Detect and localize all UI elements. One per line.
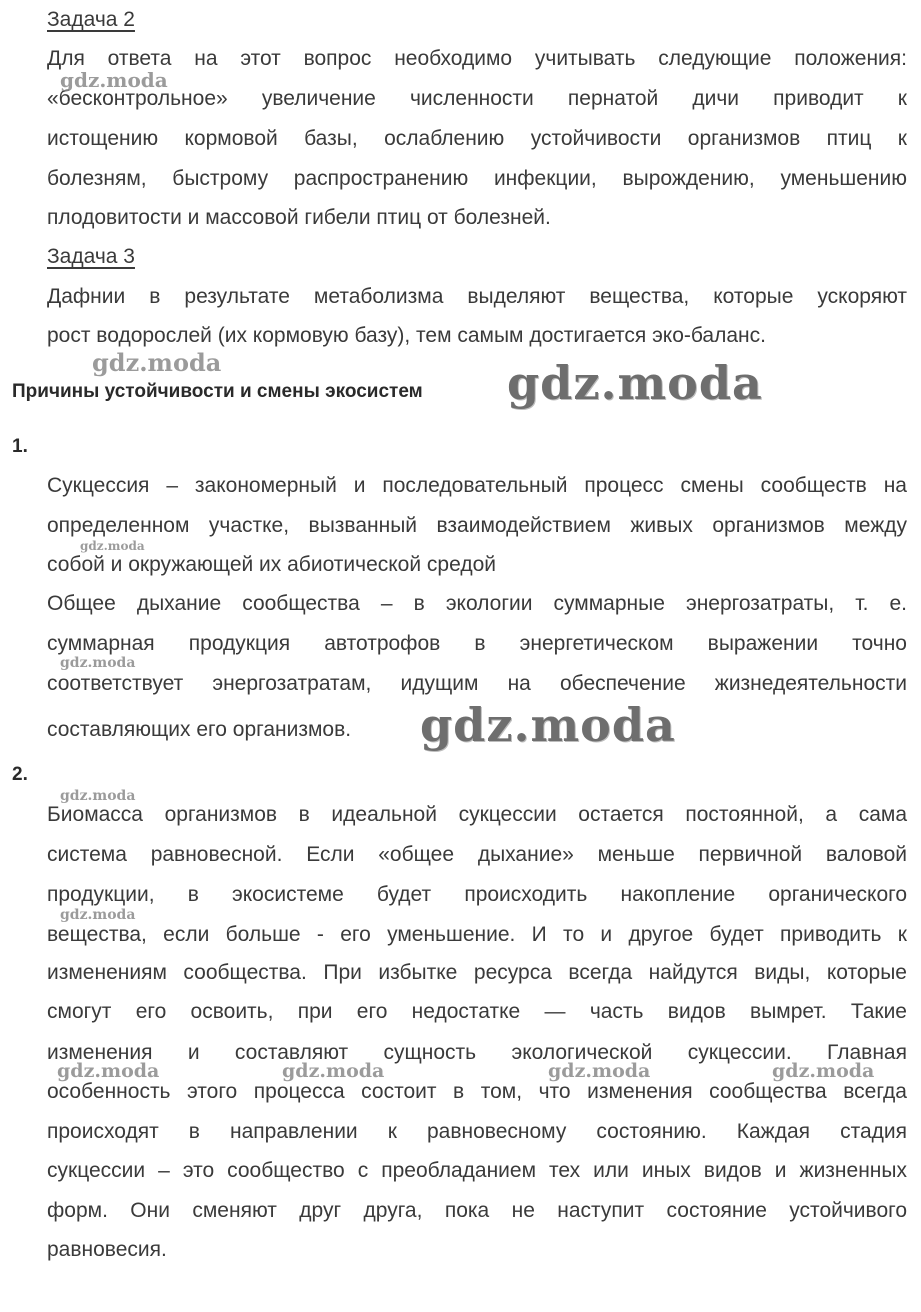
watermark-large: gdz.moda [507, 356, 763, 410]
item1-line: Общее дыхание сообщества – в экологии суммарные энергозатраты, т. е. [47, 592, 907, 615]
watermark: gdz.moda [548, 1060, 651, 1082]
item2-line: система равновесной. Если «общее дыхание» меньше первичной валовой [47, 843, 907, 866]
section-title: Причины устойчивости и смены экосистем [12, 381, 423, 402]
task2-line: Для ответа на этот вопрос необходимо учитывать следующие положения: [47, 47, 907, 70]
task2-line: болезням, быстрому распространению инфекции, вырождению, уменьшению [47, 167, 907, 190]
task3-line: Дафнии в результате метаболизма выделяют вещества, которые ускоряют [47, 285, 907, 308]
item2-line: равновесия. [47, 1238, 167, 1261]
task2-line: истощению кормовой базы, ослаблению устойчивости организмов птиц к [47, 127, 907, 150]
item2-line: изменениям сообщества. При избытке ресурса всегда найдутся виды, которые [47, 961, 907, 984]
watermark: gdz.moda [60, 788, 136, 804]
watermark-large: gdz.moda [420, 698, 676, 752]
watermark: gdz.moda [282, 1060, 385, 1082]
item-number: 2. [12, 764, 28, 785]
task3-line: рост водорослей (их кормовую базу), тем самым достигается эко-баланс. [47, 324, 766, 347]
item2-line: форм. Они сменяют друг друга, пока не наступит состояние устойчивого [47, 1199, 907, 1222]
watermark: gdz.moda [60, 907, 136, 923]
item1-line: определенном участке, вызванный взаимодействием живых организмов между [47, 514, 907, 537]
item2-line: сукцессии – это сообщество с преобладанием тех или иных видов и жизненных [47, 1159, 907, 1182]
item1-line: Сукцессия – закономерный и последовательный процесс смены сообществ на [47, 474, 907, 497]
item2-line: смогут его освоить, при его недостатке — часть видов вымрет. Такие [47, 1000, 907, 1023]
item2-line: особенность этого процесса состоит в том, что изменения сообщества всегда [47, 1080, 907, 1103]
item2-line: изменения и составляют сущность экологической сукцессии. Главная [47, 1041, 907, 1064]
watermark: gdz.moda [772, 1060, 875, 1082]
task3-heading: Задача 3 [47, 245, 135, 268]
watermark: gdz.moda [92, 348, 222, 377]
item2-line: происходят в направлении к равновесному состоянию. Каждая стадия [47, 1120, 907, 1143]
watermark: gdz.moda [80, 539, 145, 553]
item1-line: собой и окружающей их абиотической средой [47, 553, 496, 576]
item1-line: соответствует энергозатратам, идущим на обеспечение жизнедеятельности [47, 672, 907, 695]
item2-line: Биомасса организмов в идеальной сукцессии остается постоянной, а сама [47, 803, 907, 826]
item2-line: вещества, если больше - его уменьшение. И то и другое будет приводить к [47, 923, 907, 946]
item2-line: продукции, в экосистеме будет происходить накопление органического [47, 883, 907, 906]
item1-line: составляющих его организмов. [47, 718, 352, 741]
watermark: gdz.moda [57, 1060, 160, 1082]
watermark: gdz.moda [60, 68, 168, 92]
item-number: 1. [12, 436, 28, 457]
task2-line: плодовитости и массовой гибели птиц от болезней. [47, 206, 551, 229]
item1-line: суммарная продукция автотрофов в энергетическом выражении точно [47, 632, 907, 655]
watermark: gdz.moda [60, 655, 136, 671]
task2-line: «бесконтрольное» увеличение численности пернатой дичи приводит к [47, 87, 907, 110]
task2-heading: Задача 2 [47, 8, 135, 31]
